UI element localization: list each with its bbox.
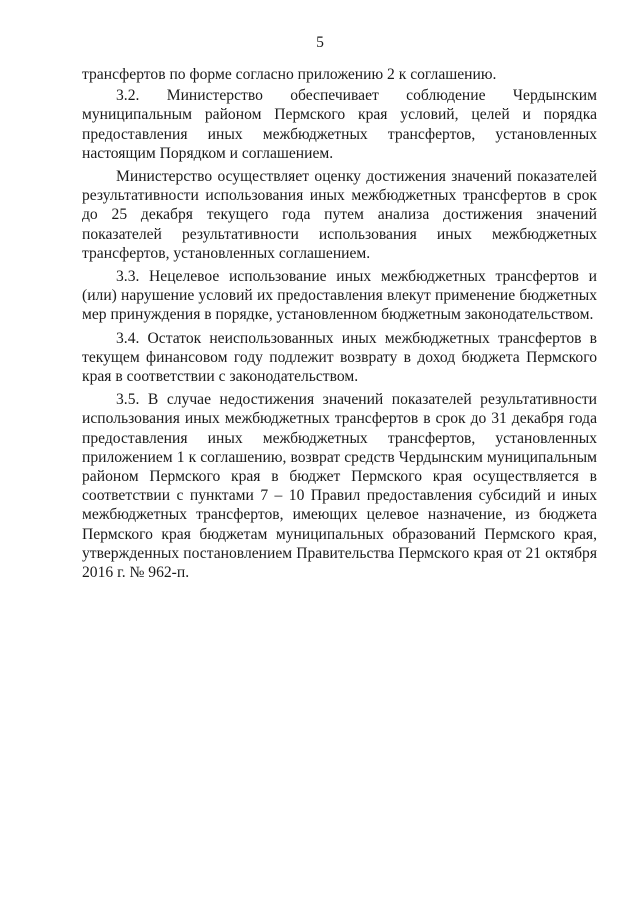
paragraph-ministry-assessment: Министерство осуществляет оценку достижения значений показателей результативности использования иных межбюджетных трансфертов в срок до 25 декабря текущего года путем анализа достижения значений показателей результативности использования иных межбюджетных трансфертов, установленных соглашением. — [82, 168, 597, 262]
page-number: 5 — [316, 34, 324, 51]
paragraph-continuation: трансфертов по форме согласно приложению 2 к соглашению. — [82, 66, 497, 83]
paragraph-3-2: 3.2. Министерство обеспечивает соблюдение Чердынским муниципальным районом Пермского края условий, целей и порядка предоставления иных межбюджетных трансфертов, установленных настоящим Порядком и соглашением. — [82, 87, 597, 162]
paragraph-3-3: 3.3. Нецелевое использование иных межбюджетных трансфертов и (или) нарушение условий их предоставления влекут применение бюджетных мер принуждения в порядке, установленном бюджетным законодательством. — [82, 268, 597, 324]
paragraph-3-5: 3.5. В случае недостижения значений показателей результативности использования иных межбюджетных трансфертов в срок до 31 декабря года предоставления иных межбюджетных трансфертов, установленных приложением 1 к соглашению, возврат средств Чердынским муниципальным районом Пермского края в бюджет Пермского края осуществляется в соответствии с пунктами 7 – 10 Правил предоставления субсидий и иных межбюджетных трансфертов, имеющих целевое назначение, из бюджета Пермского края бюджетам муниципальных образований Пермского края, утвержденных постановлением Правительства Пермского края от 21 октября 2016 г. № 962-п. — [82, 391, 597, 582]
document-body — [82, 65, 597, 586]
paragraph-3-4: 3.4. Остаток неиспользованных иных межбюджетных трансфертов в текущем финансовом году подлежит возврату в доход бюджета Пермского края в соответствии с законодательством. — [82, 329, 597, 386]
